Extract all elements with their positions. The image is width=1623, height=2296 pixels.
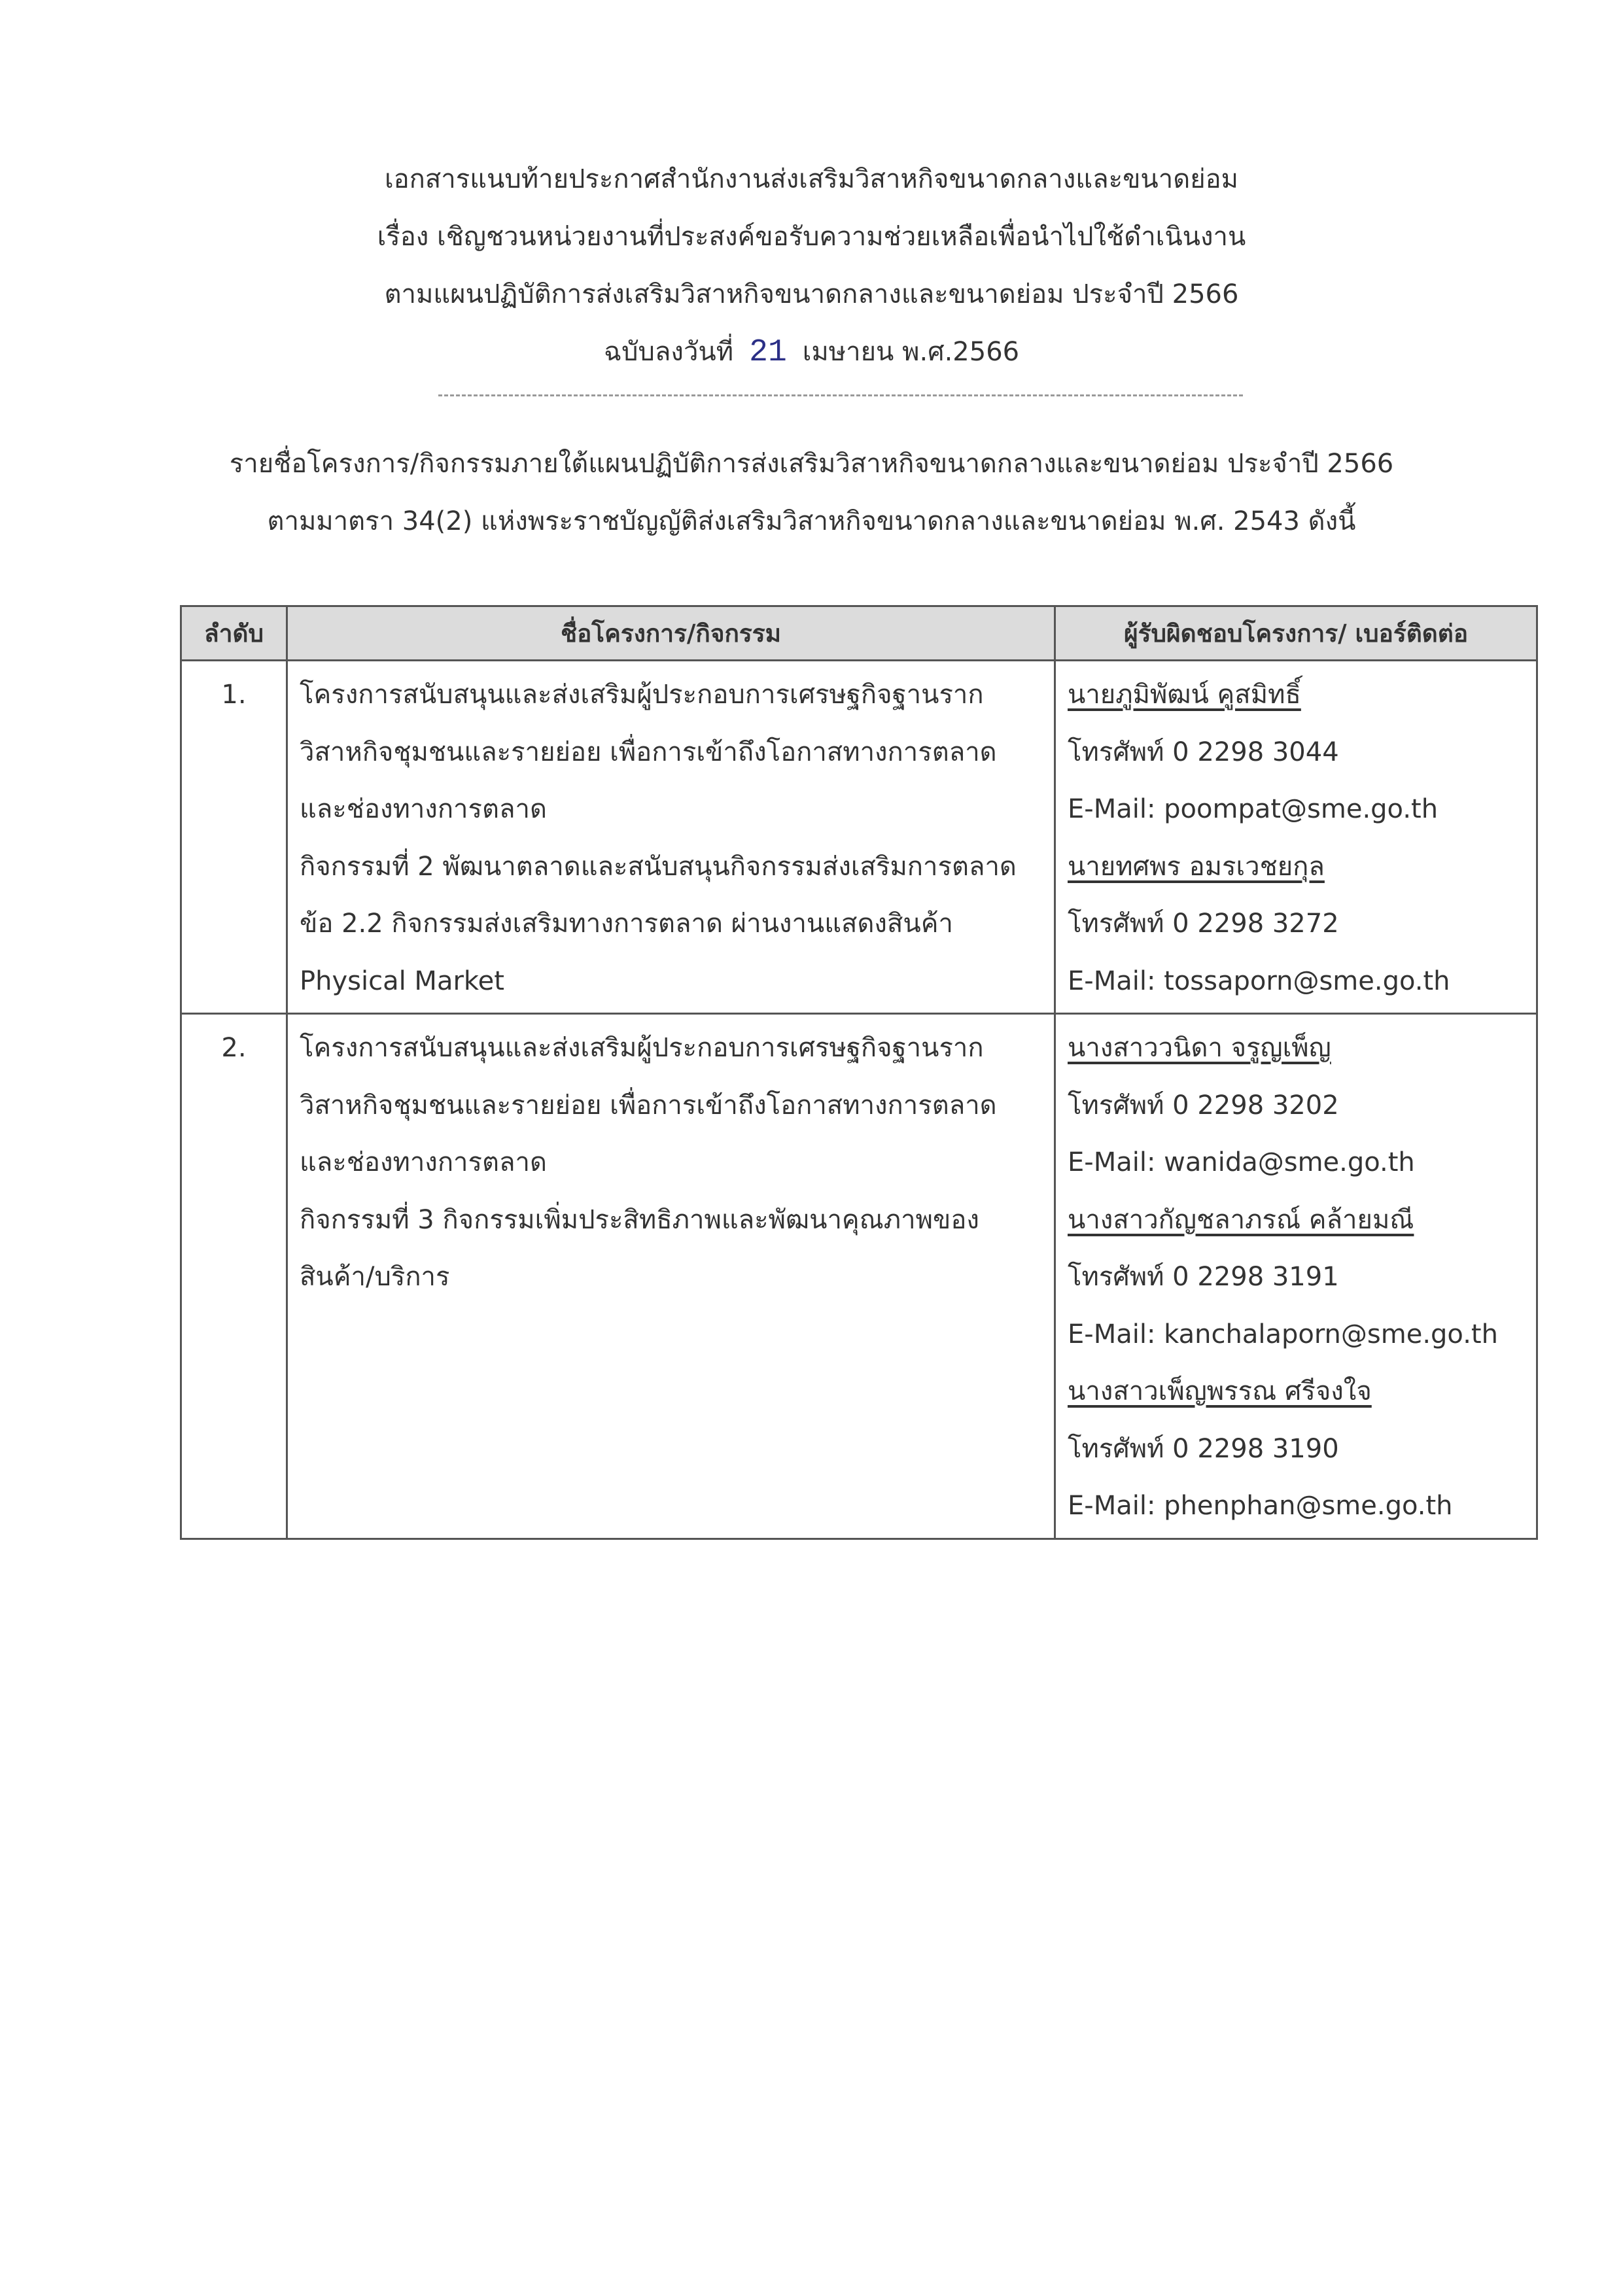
contact-email: E-Mail: wanida@sme.go.th — [1068, 1147, 1415, 1177]
project-line: Physical Market — [300, 965, 504, 996]
intro-line-1: รายชื่อโครงการ/กิจกรรมภายใต้แผนปฏิบัติการส่งเสริมวิสาหกิจขนาดกลางและขนาดย่อม ประจำปี 2566 — [229, 449, 1394, 479]
project-line: และช่องทางการตลาด — [300, 794, 547, 824]
row-project — [287, 1014, 1055, 1539]
date-suffix: เมษายน พ.ศ.2566 — [802, 337, 1020, 367]
date-prefix: ฉบับลงวันที่ — [603, 337, 734, 367]
contact-name: นายทศพร อมรเวชยกุล — [1068, 851, 1325, 882]
header-date-line — [0, 323, 1623, 381]
row-order: 1. — [181, 661, 287, 1014]
header-line-3: ตามแผนปฏิบัติการส่งเสริมวิสาหกิจขนาดกลางและขนาดย่อม ประจำปี 2566 — [384, 279, 1239, 309]
contact-email: E-Mail: kanchalaporn@sme.go.th — [1068, 1319, 1498, 1349]
contact-phone: โทรศัพท์ 0 2298 3272 — [1068, 909, 1339, 939]
intro-line-2: ตามมาตรา 34(2) แห่งพระราชบัญญัติส่งเสริมวิสาหกิจขนาดกลางและขนาดย่อม พ.ศ. 2543 ดังนี้ — [267, 506, 1356, 536]
header-contact: ผู้รับผิดชอบโครงการ/ เบอร์ติดต่อ — [1055, 606, 1537, 661]
project-line: โครงการสนับสนุนและส่งเสริมผู้ประกอบการเศรษฐกิจฐานราก — [300, 1033, 984, 1063]
table-row — [181, 1014, 1537, 1539]
table-header-row — [181, 606, 1537, 661]
project-line: โครงการสนับสนุนและส่งเสริมผู้ประกอบการเศรษฐกิจฐานราก — [300, 680, 984, 710]
contact-name: นางสาววนิดา จรูญเพ็ญ — [1068, 1033, 1331, 1063]
table-row — [181, 661, 1537, 1014]
header-order: ลำดับ — [181, 606, 287, 661]
header-line-2: เรื่อง เชิญชวนหน่วยงานที่ประสงค์ขอรับความช่วยเหลือเพื่อนำไปใช้ดำเนินงาน — [377, 222, 1246, 252]
project-line: สินค้า/บริการ — [300, 1262, 450, 1292]
contact-name: นางสาวเพ็ญพรรณ ศรีจงใจ — [1068, 1376, 1372, 1406]
document-header — [0, 150, 1623, 381]
project-line: วิสาหกิจชุมชนและรายย่อย เพื่อการเข้าถึงโอกาสทางการตลาด — [300, 737, 997, 767]
row-contacts — [1055, 661, 1537, 1014]
contact-phone: โทรศัพท์ 0 2298 3044 — [1068, 737, 1339, 767]
project-line: กิจกรรมที่ 2 พัฒนาตลาดและสนับสนุนกิจกรรมส่งเสริมการตลาด — [300, 851, 1017, 882]
intro-text — [0, 435, 1623, 550]
contact-email: E-Mail: tossaporn@sme.go.th — [1068, 965, 1450, 996]
project-table — [180, 605, 1538, 1540]
contact-phone: โทรศัพท์ 0 2298 3191 — [1068, 1262, 1339, 1292]
project-line: และช่องทางการตลาด — [300, 1147, 547, 1177]
header-project: ชื่อโครงการ/กิจกรรม — [287, 606, 1055, 661]
date-day-handwritten: 21 — [749, 335, 787, 370]
contact-name: นายภูมิพัฒน์ คูสมิทธิ์ — [1068, 680, 1301, 710]
row-contacts — [1055, 1014, 1537, 1539]
project-line: วิสาหกิจชุมชนและรายย่อย เพื่อการเข้าถึงโอกาสทางการตลาด — [300, 1090, 997, 1121]
contact-phone: โทรศัพท์ 0 2298 3202 — [1068, 1090, 1339, 1121]
project-line: กิจกรรมที่ 3 กิจกรรมเพิ่มประสิทธิภาพและพัฒนาคุณภาพของ — [300, 1204, 979, 1235]
project-line: ข้อ 2.2 กิจกรรมส่งเสริมทางการตลาด ผ่านงานแสดงสินค้า — [300, 909, 953, 939]
header-line-1: เอกสารแนบท้ายประกาศสำนักงานส่งเสริมวิสาหกิจขนาดกลางและขนาดย่อม — [384, 164, 1239, 194]
contact-email: E-Mail: phenphan@sme.go.th — [1068, 1491, 1453, 1521]
contact-name: นางสาวกัญชลาภรณ์ คล้ายมณี — [1068, 1204, 1414, 1235]
row-project — [287, 661, 1055, 1014]
contact-phone: โทรศัพท์ 0 2298 3190 — [1068, 1433, 1339, 1464]
row-order: 2. — [181, 1014, 287, 1539]
dashed-separator — [438, 394, 1243, 396]
contact-email: E-Mail: poompat@sme.go.th — [1068, 794, 1439, 824]
